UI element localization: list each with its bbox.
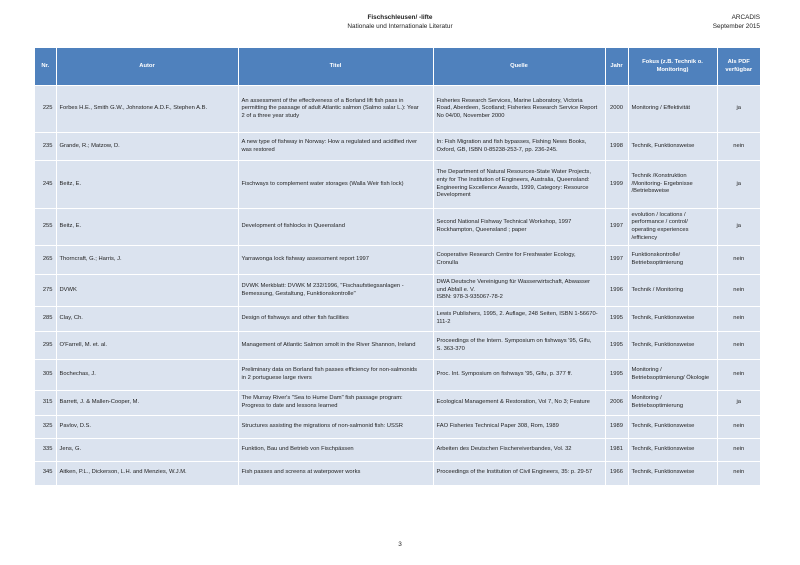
cell-jahr: 2000 <box>605 86 628 133</box>
document-subtitle: Nationale und Internationale Literatur <box>347 23 453 30</box>
cell-fokus: Technik, Funktionsweise <box>628 416 717 439</box>
cell-titel: Yarrawonga lock fishway assessment report 1997 <box>238 246 433 275</box>
cell-autor: Jens, G. <box>56 439 238 462</box>
cell-fokus: Monitoring / Betriebsoptimierung <box>628 391 717 416</box>
cell-autor: Beitz, E. <box>56 161 238 209</box>
cell-titel: The Murray River's "Sea to Hume Dam" fish passage program: Progress to date and lessons learned <box>238 391 433 416</box>
column-header-nr: Nr. <box>35 48 56 86</box>
table-row <box>35 332 760 360</box>
cell-quelle: Ecological Management & Restoration, Vol 7, No 3; Feature <box>433 391 605 416</box>
cell-nr: 295 <box>35 332 56 360</box>
cell-fokus: evolution / locations / performance / control/ operating experiences /efficiency <box>628 209 717 246</box>
cell-autor: Grande, R.; Matzow, D. <box>56 133 238 161</box>
cell-pdf: nein <box>717 246 760 275</box>
table-row <box>35 246 760 275</box>
cell-titel: DVWK Merkblatt: DVWK M 232/1996, "Fischaufstiegsanlagen - Bemessung, Gestaltung, Funktionskontrolle" <box>238 275 433 307</box>
cell-nr: 335 <box>35 439 56 462</box>
cell-fokus: Funktionskontrolle/ Betriebsoptimierung <box>628 246 717 275</box>
cell-quelle: Second National Fishway Technical Workshop, 1997 Rockhampton, Queensland ; paper <box>433 209 605 246</box>
cell-autor: DVWK <box>56 275 238 307</box>
cell-jahr: 1995 <box>605 307 628 332</box>
cell-nr: 345 <box>35 462 56 485</box>
cell-titel: Funktion, Bau und Betrieb von Fischpässen <box>238 439 433 462</box>
cell-pdf: nein <box>717 416 760 439</box>
cell-titel: Fischways to complement water storages (Walla Weir fish lock) <box>238 161 433 209</box>
cell-jahr: 1989 <box>605 416 628 439</box>
cell-quelle: Fisheries Research Services, Marine Laboratory, Victoria Road, Aberdeen, Scotland; Fisheries Research Service Report No 04/00, November 2000 <box>433 86 605 133</box>
table-row <box>35 275 760 307</box>
column-header-fokus: Fokus (z.B. Technik o. Monitoring) <box>628 48 717 86</box>
cell-pdf: nein <box>717 332 760 360</box>
cell-pdf: ja <box>717 161 760 209</box>
cell-titel: Management of Atlantic Salmon smolt in the River Shannon, Ireland <box>238 332 433 360</box>
cell-nr: 225 <box>35 86 56 133</box>
table-row <box>35 391 760 416</box>
cell-autor: Beitz, E. <box>56 209 238 246</box>
cell-fokus: Monitoring / Effektivität <box>628 86 717 133</box>
table-row <box>35 439 760 462</box>
cell-titel: Preliminary data on Borland fish passes efficiency for non-salmonids in 2 portuguese large rivers <box>238 360 433 391</box>
header-right <box>713 13 760 31</box>
cell-autor: Pavlov, D.S. <box>56 416 238 439</box>
cell-pdf: ja <box>717 209 760 246</box>
cell-quelle: Proceedings of the Intern. Symposium on fishways '95, Gifu, S. 363-370 <box>433 332 605 360</box>
cell-pdf: ja <box>717 391 760 416</box>
cell-titel: Design of fishways and other fish facilities <box>238 307 433 332</box>
cell-pdf: nein <box>717 133 760 161</box>
page-header <box>0 13 800 31</box>
table-row <box>35 360 760 391</box>
cell-titel: An assessment of the effectiveness of a Borland lift fish pass in permitting the passage of adult Atlantic salmon (Salmo salar L.): Year 2 of a three year study <box>238 86 433 133</box>
table-row <box>35 307 760 332</box>
cell-autor: O'Farrell, M. et. al. <box>56 332 238 360</box>
cell-fokus: Technik, Funktionsweise <box>628 439 717 462</box>
cell-pdf: ja <box>717 86 760 133</box>
column-header-quelle: Quelle <box>433 48 605 86</box>
cell-fokus: Technik /Konstruktion /Monitoring- Ergebnisse /Betriebsweise <box>628 161 717 209</box>
cell-quelle: Arbeiten des Deutschen Fischereiverbandes, Vol. 32 <box>433 439 605 462</box>
cell-quelle: Cooperative Research Centre for Freshwater Ecology, Cronulla <box>433 246 605 275</box>
cell-quelle: The Department of Natural Resources-State Water Projects, enty for The Institution of Engineers, Australia, Queensland: Engineering Excellence Awards, 1999, Category: Resource Development <box>433 161 605 209</box>
column-header-jahr: Jahr <box>605 48 628 86</box>
cell-fokus: Technik, Funktionsweise <box>628 332 717 360</box>
cell-quelle: In: Fish Migration and fish bypasses, Fishing News Books, Oxford, GB, ISBN 0-85238-253-7, pp. 236-245. <box>433 133 605 161</box>
cell-jahr: 2006 <box>605 391 628 416</box>
cell-fokus: Technik, Funktionsweise <box>628 307 717 332</box>
cell-pdf: nein <box>717 360 760 391</box>
cell-nr: 265 <box>35 246 56 275</box>
table-row <box>35 462 760 485</box>
literature-table <box>35 48 760 485</box>
cell-nr: 285 <box>35 307 56 332</box>
cell-jahr: 1998 <box>605 133 628 161</box>
cell-pdf: nein <box>717 439 760 462</box>
cell-autor: Thorncraft, G.; Harris, J. <box>56 246 238 275</box>
cell-fokus: Technik, Funktionsweise <box>628 462 717 485</box>
cell-autor: Clay, Ch. <box>56 307 238 332</box>
document-title: Fischschleusen/ -lifte <box>367 14 433 21</box>
cell-jahr: 1995 <box>605 332 628 360</box>
cell-jahr: 1999 <box>605 161 628 209</box>
cell-jahr: 1995 <box>605 360 628 391</box>
document-date: September 2015 <box>712 23 760 30</box>
cell-quelle: DWA Deutsche Vereinigung für Wasserwirtschaft, Abwasser und Abfall e. V. ISBN: 978-3-935067-78-2 <box>433 275 605 307</box>
table-header-row <box>35 48 760 86</box>
cell-quelle: Proceedings of the Institution of Civil Engineers, 35: p. 29-57 <box>433 462 605 485</box>
cell-pdf: nein <box>717 307 760 332</box>
column-header-titel: Titel <box>238 48 433 86</box>
company-name: ARCADIS <box>731 14 760 21</box>
cell-jahr: 1966 <box>605 462 628 485</box>
cell-quelle: FAO Fisheries Technical Paper 308, Rom, 1989 <box>433 416 605 439</box>
cell-jahr: 1981 <box>605 439 628 462</box>
cell-autor: Barrett, J. & Mallen-Cooper, M. <box>56 391 238 416</box>
cell-pdf: nein <box>717 275 760 307</box>
cell-titel: A new type of fishway in Norway: How a regulated and acidified river was restored <box>238 133 433 161</box>
cell-jahr: 1997 <box>605 246 628 275</box>
column-header-autor: Autor <box>56 48 238 86</box>
cell-nr: 235 <box>35 133 56 161</box>
cell-nr: 255 <box>35 209 56 246</box>
cell-nr: 245 <box>35 161 56 209</box>
table-row <box>35 86 760 133</box>
table-row <box>35 416 760 439</box>
cell-autor: Bochechas, J. <box>56 360 238 391</box>
table-row <box>35 209 760 246</box>
cell-quelle: Proc. Int. Symposium on fishways '95, Gifu, p. 377 ff. <box>433 360 605 391</box>
cell-nr: 315 <box>35 391 56 416</box>
cell-fokus: Technik / Monitoring <box>628 275 717 307</box>
page-number: 3 <box>398 541 402 548</box>
cell-jahr: 1996 <box>605 275 628 307</box>
cell-nr: 305 <box>35 360 56 391</box>
cell-titel: Development of fishlocks in Queensland <box>238 209 433 246</box>
cell-autor: Aitken, P.L., Dickerson, L.H. and Menzies, W.J.M. <box>56 462 238 485</box>
cell-titel: Structures assisting the migrations of non-salmonid fish: USSR <box>238 416 433 439</box>
cell-nr: 275 <box>35 275 56 307</box>
cell-fokus: Technik, Funktionsweise <box>628 133 717 161</box>
column-header-pdf: Als PDF verfügbar <box>717 48 760 86</box>
cell-autor: Forbes H.E., Smith G.W., Johnstone A.D.F., Stephen A.B. <box>56 86 238 133</box>
cell-pdf: nein <box>717 462 760 485</box>
table-row <box>35 161 760 209</box>
cell-nr: 325 <box>35 416 56 439</box>
cell-jahr: 1997 <box>605 209 628 246</box>
cell-titel: Fish passes and screens at waterpower works <box>238 462 433 485</box>
cell-quelle: Lewis Publishers, 1995, 2. Auflage, 248 Seiten, ISBN 1-56670- 111-2 <box>433 307 605 332</box>
table-row <box>35 133 760 161</box>
cell-fokus: Monitoring / Betriebsoptimierung/ Ökologie <box>628 360 717 391</box>
